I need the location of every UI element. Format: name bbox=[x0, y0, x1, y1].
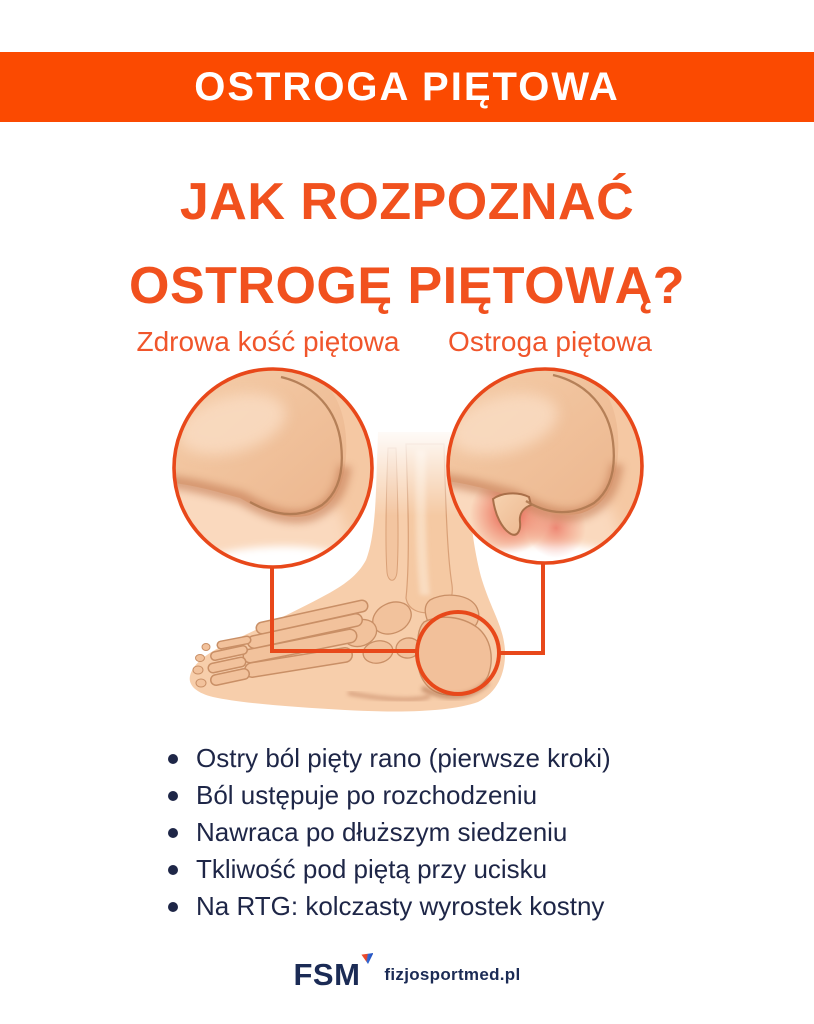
page-title-line2: OSTROGĘ PIĘTOWĄ? bbox=[129, 257, 685, 315]
footer-website: fizjosportmed.pl bbox=[384, 965, 521, 984]
bullet-icon bbox=[168, 902, 178, 912]
header-title: OSTROGA PIĘTOWA bbox=[194, 64, 620, 109]
fsm-logo bbox=[293, 957, 360, 993]
right-connector-line bbox=[500, 562, 543, 653]
healthy-heel-label: Zdrowa kość piętowa bbox=[136, 326, 400, 357]
bullet-icon bbox=[168, 828, 178, 838]
bullet-icon bbox=[168, 791, 178, 801]
header-bar bbox=[0, 52, 814, 122]
symptom-text: Nawraca po dłuższym siedzeniu bbox=[196, 817, 568, 847]
fsm-logo-mark-icon bbox=[361, 953, 373, 964]
page-title bbox=[0, 160, 814, 328]
symptom-item bbox=[168, 851, 728, 888]
symptom-text: Tkliwość pod piętą przy ucisku bbox=[196, 854, 548, 884]
symptom-text: Ostry ból pięty rano (pierwsze kroki) bbox=[196, 743, 611, 773]
heel-spur-label: Ostroga piętowa bbox=[448, 326, 652, 357]
symptom-item bbox=[168, 888, 728, 925]
page-title-line1: JAK ROZPOZNAĆ bbox=[179, 173, 635, 231]
metatarsal-bones bbox=[250, 606, 362, 670]
symptom-list bbox=[168, 740, 728, 925]
bullet-icon bbox=[168, 865, 178, 875]
symptom-item bbox=[168, 814, 728, 851]
symptom-text: Na RTG: kolczasty wyrostek kostny bbox=[196, 891, 605, 921]
heel-anatomy-illustration bbox=[0, 350, 814, 730]
footer bbox=[0, 950, 814, 1000]
fsm-logo-text: FSM bbox=[293, 957, 361, 992]
symptom-item bbox=[168, 740, 728, 777]
bullet-icon bbox=[168, 754, 178, 764]
symptom-text: Ból ustępuje po rozchodzeniu bbox=[196, 780, 538, 810]
symptom-item bbox=[168, 777, 728, 814]
